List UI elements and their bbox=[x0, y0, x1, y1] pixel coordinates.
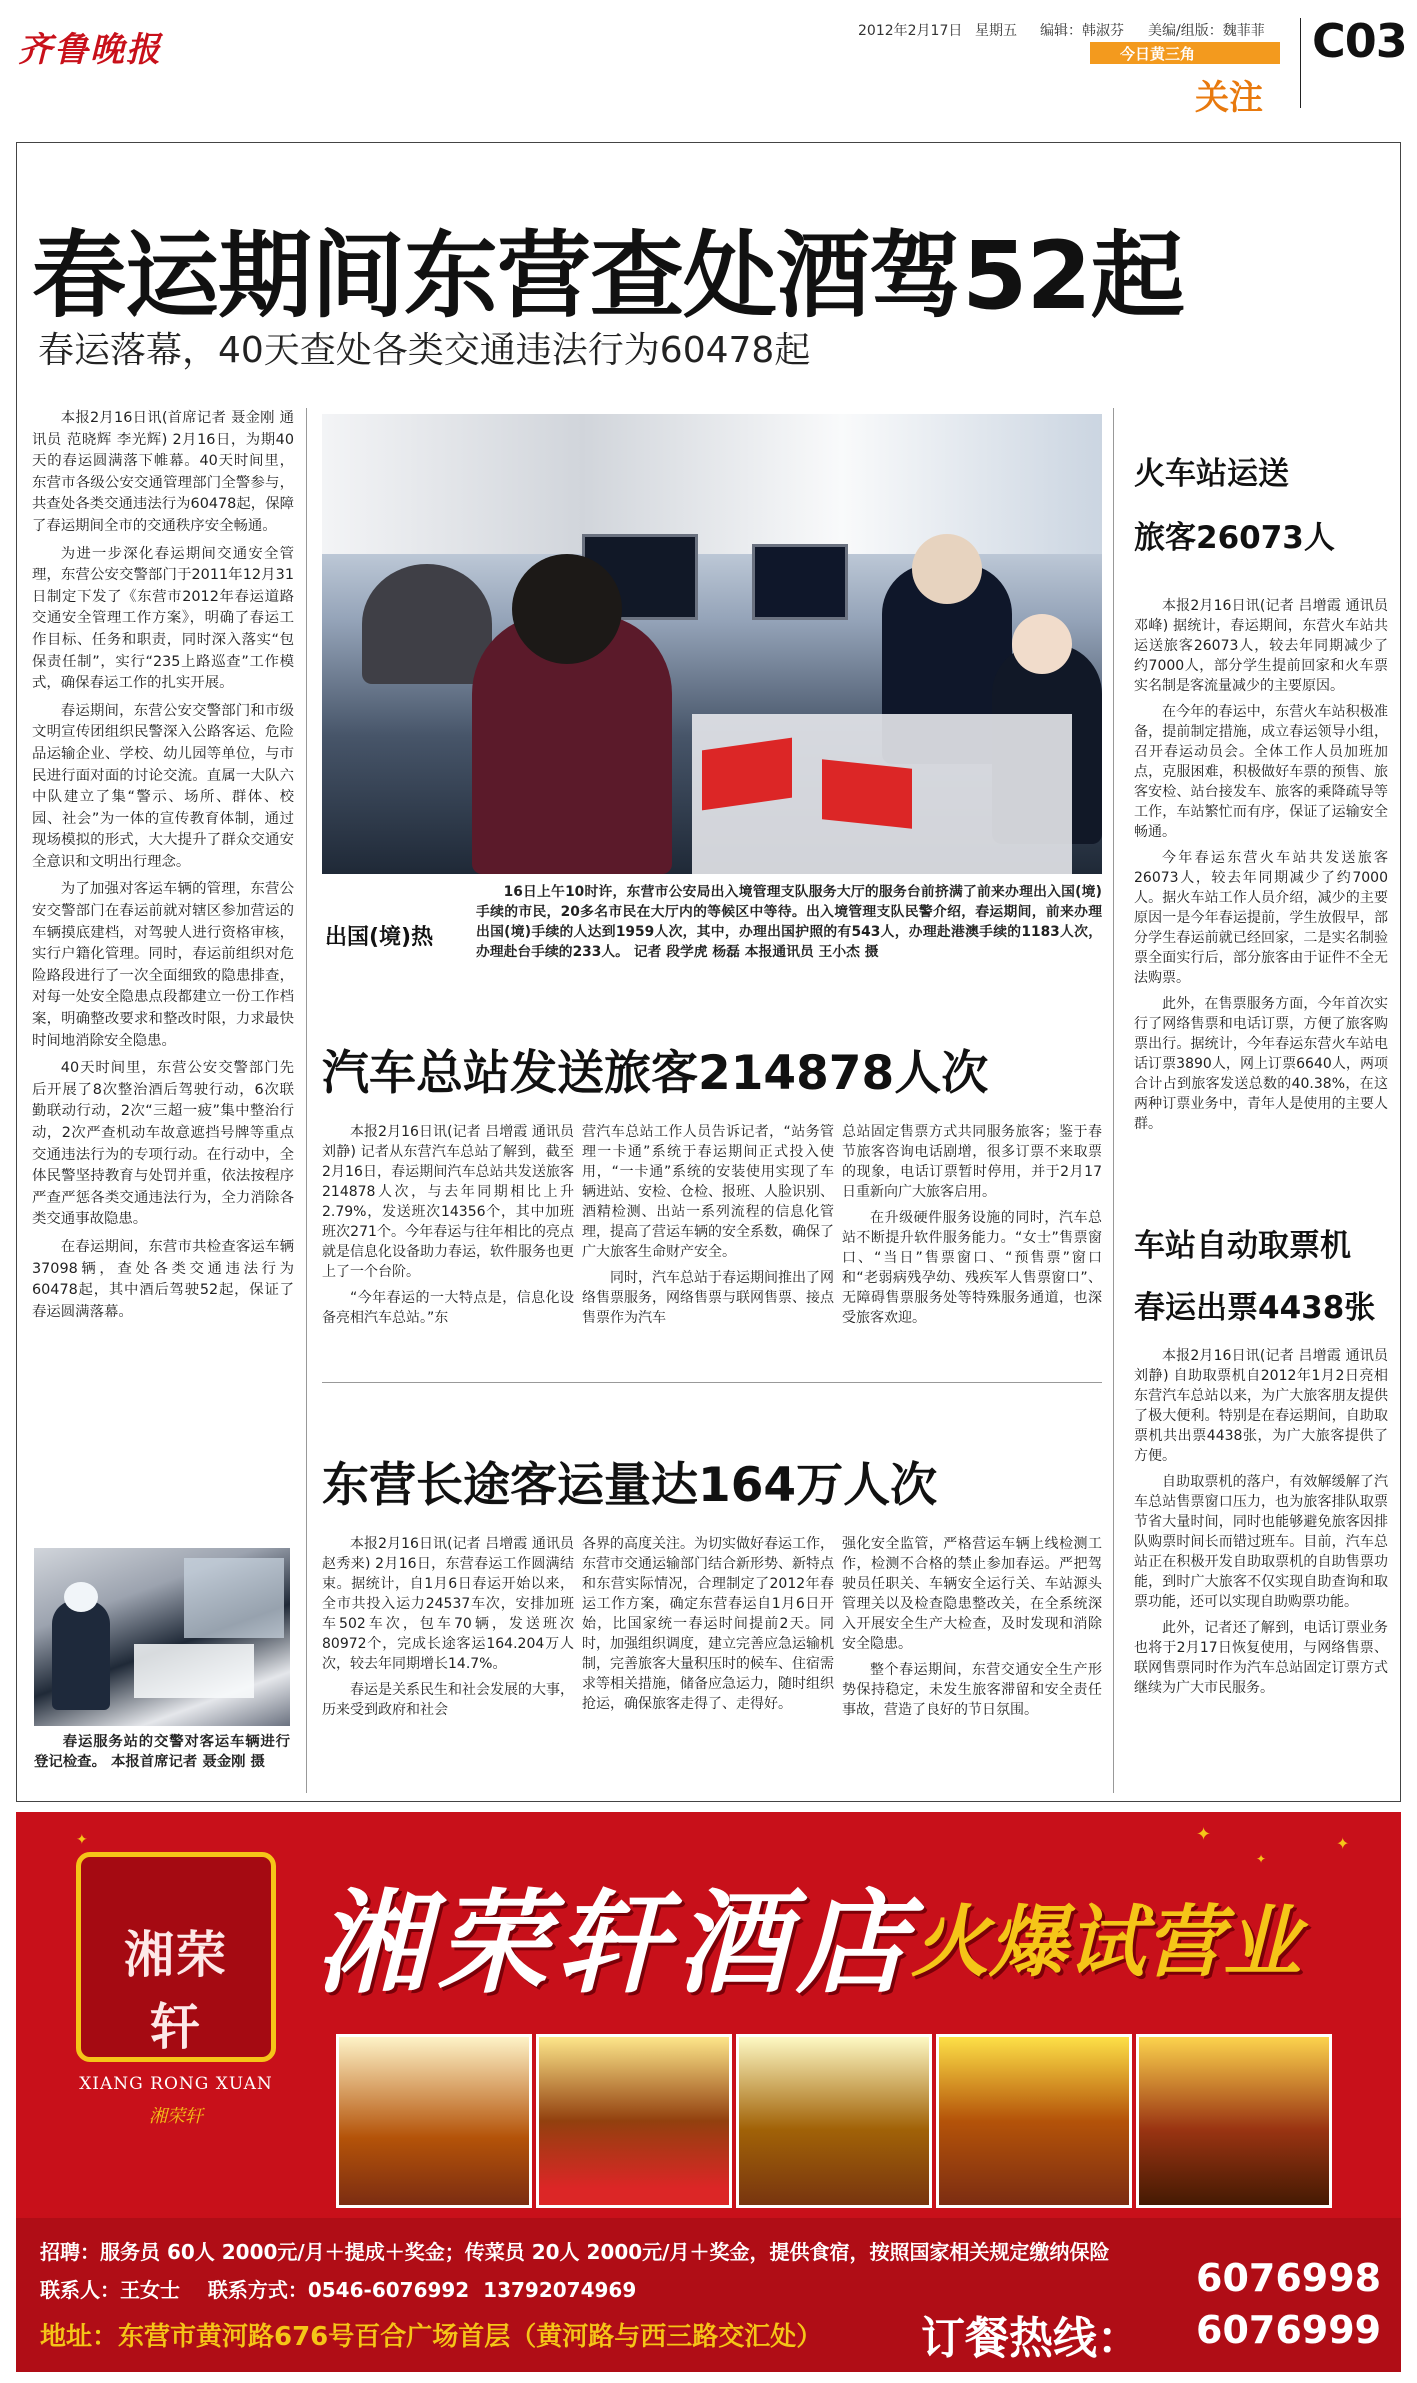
hotline-number-1: 6076998 bbox=[1196, 2256, 1382, 2300]
sparkle-icon: ✦ bbox=[76, 1832, 88, 1848]
paragraph: 总站固定售票方式共同服务旅客；鉴于春节旅客咨询电话剧增，很多订票不来取票的现象，电话订票暂时停用，并于2月17日重新向广大旅客启用。 bbox=[842, 1124, 1102, 1200]
sidebar2-headline-line1: 车站自动取票机 bbox=[1134, 1228, 1351, 1264]
sidebar1-headline-line2: 旅客26073人 bbox=[1134, 520, 1335, 556]
article-divider bbox=[322, 1382, 1102, 1383]
paragraph: 40天时间里，东营公安交警部门先后开展了8次整治酒后驾驶行动，6次联勤联动行动，2次“三超一疲”集中整治行动，2次严查机动车故意遮挡号牌等重点交通违法行为的专项行动。在行动中，全体民警坚持教育与处罚并重，依法按程序严查严惩各类交通违法行为，全力消除各类交通事故隐患。 bbox=[32, 1060, 294, 1228]
brand-seal bbox=[76, 1852, 276, 2062]
paragraph: 在春运期间，东营市共检查客运车辆37098辆，查处各类交通违法行为60478起，其中酒后驾驶52起，保证了春运圆满落幕。 bbox=[32, 1238, 294, 1320]
ad-recruit: 招聘：服务员 60人 2000元/月＋提成＋奖金；传菜员 20人 2000元/月＋奖金，提供食宿，按照国家相关规定缴纳保险 bbox=[40, 2240, 1110, 2264]
paragraph: 同时，汽车总站于春运期间推出了网络售票服务，网络售票与联网售票、接点售票作为汽车 bbox=[582, 1270, 834, 1326]
paragraph: 春运是关系民生和社会发展的大事，历来受到政府和社会 bbox=[322, 1682, 574, 1718]
hotel-photo bbox=[1136, 2034, 1332, 2208]
paragraph: 本报2月16日讯(首席记者 聂金刚 通讯员 范晓辉 李光辉) 2月16日，为期40天的春运圆满落下帷幕。40天时间里，东营市各级公安交通管理部门全警参与，共查处各类交通违法行为60478起，保障了春运期间全市的交通秩序安全畅通。 bbox=[32, 410, 294, 534]
paragraph: 此外，在售票服务方面，今年首次实行了网络售票和电话订票，方便了旅客购票出行。据统计，今年春运东营火车站电话订票3890人，网上订票6640人，两项合计占到旅客发送总数的40.38%，在这两种订票业务中，青年人是使用的主要人群。 bbox=[1134, 996, 1388, 1132]
paragraph: 本报2月16日讯(记者 吕增霞 通讯员 邓峰) 据统计，春运期间，东营火车站共运送旅客26073人，较去年同期减少了约7000人，部分学生提前回家和火车票实名制是客流量减少的主要原因。 bbox=[1134, 598, 1388, 694]
column-divider bbox=[1113, 408, 1114, 1793]
article2-col3 bbox=[842, 1122, 1102, 1364]
paragraph: 为了加强对客运车辆的管理，东营公安交警部门在春运前就对辖区参加营运的车辆摸底建档，对驾驶人进行资格审核，实行户籍化管理。同时，春运前组织对危险路段进行了一次全面细致的隐患排查，对每一处安全隐患点段都建立一份工作档案，明确整改要求和整改时限，力求最快时间地消除安全隐患。 bbox=[32, 881, 294, 1049]
paragraph: 自助取票机的落户，有效解缓解了汽车总站售票窗口压力，也为旅客排队取票节省大量时间，同时也能够避免旅客因排队购票时间长而错过班车。目前，汽车总站正在积极开发自助取票机的自助售票功能，到时广大旅客不仅实现自助查询和取票功能，还可以实现自助购票功能。 bbox=[1134, 1474, 1388, 1610]
paragraph: 在升级硬件服务设施的同时，汽车总站不断提升软件服务能力。“女士”售票窗口、“当日”售票窗口、“预售票”窗口和“老弱病残孕幼、残疾军人售票窗口”、无障碍售票服务处等特殊服务通道，也深受旅客欢迎。 bbox=[842, 1210, 1102, 1326]
paragraph: 整个春运期间，东营交通安全生产形势保持稳定，未发生旅客滞留和安全责任事故，营造了良好的节日氛围。 bbox=[842, 1662, 1102, 1718]
sidebar1-headline-line1: 火车站运送 bbox=[1134, 456, 1289, 492]
sparkle-icon: ✦ bbox=[1256, 1852, 1267, 1866]
article3-col3 bbox=[842, 1534, 1102, 1796]
hotel-photo bbox=[936, 2034, 1132, 2208]
hotel-name: 湘荣轩酒店 bbox=[316, 1878, 916, 2009]
paragraph: 本报2月16日讯(记者 吕增霞 通讯员 刘静) 记者从东营汽车总站了解到，截至2月16日，春运期间汽车总站共发送旅客214878人次，与去年同期相比上升2.79%，发送班次14356个，其中加班班次271个。今年春运与往年相比的亮点就是信息化设备助力春运，软件服务也更上了一个台阶。 bbox=[322, 1124, 574, 1280]
main-story-column bbox=[32, 408, 294, 1533]
slogan: 火爆试营业 bbox=[911, 1898, 1302, 1988]
paragraph: 在今年的春运中，东营火车站积极准备，提前制定措施，成立春运领导小组，召开春运动员会。全体工作人员加班加点，克服困难，积极做好车票的预售、旅客安检、站台接发车、旅客的乘降疏导等工作，车站繁忙而有序，保证了运输安全畅通。 bbox=[1134, 704, 1388, 840]
masthead-divider bbox=[1300, 18, 1301, 108]
brand-subname: 湘荣轩 bbox=[149, 2106, 203, 2127]
masthead bbox=[0, 0, 1417, 140]
brand-seal-text: 湘荣轩 bbox=[124, 1925, 228, 2056]
paragraph: 本报2月16日讯(记者 吕增霞 通讯员 刘静) 自助取票机自2012年1月2日亮相东营汽车总站以来，为广大旅客朋友提供了极大便利。特别是在春运期间，自助取票机共出票4438张，为广大旅客提供了方便。 bbox=[1134, 1348, 1388, 1464]
paragraph: 本报2月16日讯(记者 吕增霞 通讯员 赵秀来) 2月16日，东营春运工作圆满结束。据统计，自1月6日春运开始以来，全市共投入运力24537车次，安排加班车502车次，包车70辆，发送班次80972个，完成长途客运164.204万人次，较去年同期增长14.7%。 bbox=[322, 1536, 574, 1672]
hotel-photo bbox=[336, 2034, 532, 2208]
paragraph: 此外，记者还了解到，电话订票业务也将于2月17日恢复使用，与网络售票、联网售票同时作为汽车总站固定订票方式继续为广大市民服务。 bbox=[1134, 1620, 1388, 1696]
main-subheadline: 春运落幕，40天查处各类交通违法行为60478起 bbox=[38, 330, 811, 371]
article2-col2 bbox=[582, 1122, 834, 1364]
small-photo-caption: 春运服务站的交警对客运车辆进行登记检查。 本报首席记者 聂金刚 摄 bbox=[34, 1734, 290, 1770]
paragraph: 春运期间，东营公安交警部门和市级文明宣传团组织民警深入公路客运、危险品运输企业、学校、幼儿园等单位，与市民进行面对面的讨论交流。直属一大队六中队建立了集“警示、场所、群体、校园、社会”为一体的宣传教育体制，通过现场模拟的形式，大大提升了群众交通安全意识和文明出行理念。 bbox=[32, 702, 294, 870]
editor-credit: 编辑：韩淑芬 bbox=[1040, 23, 1124, 39]
ad-address: 地址：东营市黄河路676号百合广场首层（黄河路与西三路交汇处） bbox=[40, 2322, 823, 2352]
paragraph: 营汽车总站工作人员告诉记者，“站务管理一卡通”系统于春运期间正式投入使用，“一卡通”系统的安装使用实现了车辆进站、安检、仓检、报班、人脸识别、酒精检测、出站一系列流程的信息化管理，提高了营运车辆的安全系数，确保了广大旅客生命财产安全。 bbox=[582, 1124, 834, 1260]
paragraph: 各界的高度关注。为切实做好春运工作，东营市交通运输部门结合新形势、新特点和东营实际情况，合理制定了2012年春运工作方案，确定东营春运自1月6日开始，比国家统一春运时间提前2天。同时，加强组织调度，建立完善应急运输机制，完善旅客大量积压时的候车、住宿需求等相关措施，储备应急运力，随时组织抢运，确保旅客走得了、走得好。 bbox=[582, 1536, 834, 1712]
article3-col2 bbox=[582, 1534, 834, 1796]
hotel-advertisement bbox=[16, 1812, 1401, 2372]
paragraph: 为进一步深化春运期间交通安全管理，东营公安交警部门于2011年12月31日制定下发了《东营市2012年春运道路交通安全管理工作方案》，明确了春运工作目标、任务和职责，同时深入落实“包保责任制”，实行“235上路巡查”工作模式，确保春运工作的扎实开展。 bbox=[32, 545, 294, 692]
photo-caption: 16日上午10时许，东营市公安局出入境管理支队服务大厅的服务台前挤满了前来办理出入国(境)手续的市民，20多名市民在大厅内的等候区中等待。出入境管理支队民警介绍，春运期间，前来办理出国(境)手续的人达到1959人次，其中，办理出国护照的有543人，办理赴港澳手续的1183人次，办理赴台手续的233人。 记者 段学虎 杨磊 本报通讯员 王小杰 摄 bbox=[476, 884, 1102, 960]
column-divider bbox=[306, 408, 307, 1793]
hotline-number-2: 6076999 bbox=[1196, 2308, 1382, 2352]
sparkle-icon: ✦ bbox=[1196, 1824, 1212, 1845]
article3-col1 bbox=[322, 1534, 574, 1796]
brand-english: XIANG RONG XUAN bbox=[79, 2074, 273, 2094]
article2-headline: 汽车总站发送旅客214878人次 bbox=[322, 1046, 989, 1101]
issue-weekday: 星期五 bbox=[975, 23, 1017, 39]
hotline-label: 订餐热线： bbox=[921, 2313, 1141, 2364]
sidebar2-body bbox=[1134, 1346, 1388, 1796]
issue-date: 2012年2月17日 bbox=[858, 23, 963, 39]
sidebar1-body bbox=[1134, 596, 1388, 1166]
paragraph: 强化安全监管，严格营运车辆上线检测工作，检测不合格的禁止参加春运。严把驾驶员任职关、车辆安全运行关、车站源头管理关以及检查隐患整改关，在全系统深入开展安全生产大检查，及时发现和消除安全隐患。 bbox=[842, 1536, 1102, 1652]
passport-hall-photo bbox=[322, 414, 1102, 874]
page-code: C03 bbox=[1312, 14, 1407, 68]
traffic-police-photo bbox=[34, 1548, 290, 1726]
article2-col1 bbox=[322, 1122, 574, 1364]
hotel-photo bbox=[536, 2034, 732, 2208]
hotel-photo bbox=[736, 2034, 932, 2208]
photo-tag: 出国(境)热 bbox=[325, 925, 434, 950]
section-label: 今日黄三角 bbox=[1120, 45, 1196, 63]
paragraph: 今年春运东营火车站共发送旅客26073人，较去年同期减少了约7000人。据火车站工作人员介绍，减少的主要原因一是今年春运提前，学生放假早，部分学生春运前就已经回家，二是实名制验票全面实行后，部分旅客由于证件不全无法购票。 bbox=[1134, 850, 1388, 986]
paragraph: “今年春运的一大特点是，信息化设备亮相汽车总站。”东 bbox=[322, 1290, 574, 1326]
sidebar2-headline-line2: 春运出票4438张 bbox=[1134, 1290, 1376, 1326]
article3-headline: 东营长途客运量达164万人次 bbox=[322, 1458, 938, 1513]
section-title: 关注 bbox=[1195, 78, 1263, 118]
designer-credit: 美编/组版：魏菲菲 bbox=[1148, 23, 1265, 39]
paper-name: 齐鲁晚报 bbox=[18, 30, 162, 70]
ad-contact: 联系人：王女士 联系方式：0546-6076992 13792074969 bbox=[40, 2278, 637, 2302]
sparkle-icon: ✦ bbox=[1336, 1834, 1350, 1853]
main-headline: 春运期间东营查处酒驾52起 bbox=[32, 222, 1184, 331]
